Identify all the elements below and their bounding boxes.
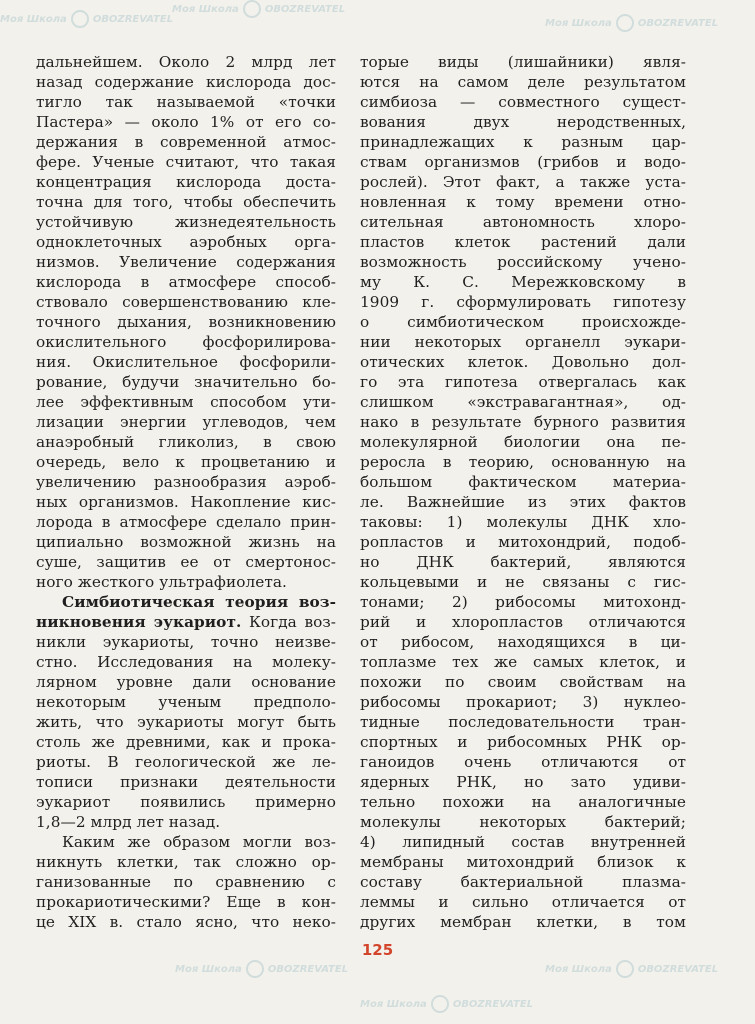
text-line: це XIX в. стало ясно, что неко- xyxy=(36,913,336,931)
watermark: Моя Школа OBOZREVATEL xyxy=(545,14,718,32)
watermark-logo-icon xyxy=(616,14,634,32)
section-heading-cont: никновения эукариот. xyxy=(36,613,242,631)
text-line: молекулы некоторых бактерий; xyxy=(360,813,686,831)
text-line: ются на самом деле результатом xyxy=(360,73,686,91)
text-line: нии некоторых органелл эукари- xyxy=(360,333,686,351)
text-line: составу бактериальной плазма- xyxy=(360,873,686,891)
text-line: лорода в атмосфере сделало прин- xyxy=(36,513,336,531)
section-heading-line xyxy=(36,592,336,612)
text-line: лее эффективным способом ути- xyxy=(36,393,336,411)
text-line: сительная автономность хлоро- xyxy=(360,213,686,231)
page-number: 125 xyxy=(361,941,394,959)
watermark-logo-icon xyxy=(616,960,634,978)
text-line: тельно похожи на аналогичные xyxy=(360,793,686,811)
text-line: увеличению разнообразия аэроб- xyxy=(36,473,336,491)
text-line: тонами; 2) рибосомы митохонд- xyxy=(360,593,686,611)
text-line: очередь, вело к процветанию и xyxy=(36,453,336,471)
text-line: вования двух неродственных, xyxy=(360,113,686,131)
text-fragment: Когда воз- xyxy=(241,613,336,631)
text-line: леммы и сильно отличается от xyxy=(360,893,686,911)
text-line: рование, будучи значительно бо- xyxy=(36,373,336,391)
text-line: похожи по своим свойствам на xyxy=(360,673,686,691)
text-line: возможность российскому учено- xyxy=(360,253,686,271)
text-line: Пастера» — около 1% от его со- xyxy=(36,113,336,131)
text-line: тигло так называемой «точки xyxy=(36,93,336,111)
text-line: концентрация кислорода доста- xyxy=(36,173,336,191)
text-line: Каким же образом могли воз- xyxy=(62,833,336,851)
text-line: анаэробный гликолиз, в свою xyxy=(36,433,336,451)
text-line: рий и хлоропластов отличаются xyxy=(360,613,686,631)
text-line: от рибосом, находящихся в ци- xyxy=(360,633,686,651)
text-line: лярном уровне дали основание xyxy=(36,673,336,691)
text-line: торые виды (лишайники) явля- xyxy=(360,53,686,71)
text-line: таковы: 1) молекулы ДНК хло- xyxy=(360,513,686,531)
text-line: назад содержание кислорода дос- xyxy=(36,73,336,91)
text-line: некоторым ученым предполо- xyxy=(36,693,336,711)
text-line: ропластов и митохондрий, подоб- xyxy=(360,533,686,551)
text-line: слишком «экстравагантная», од- xyxy=(360,393,686,411)
text-line: суше, защитив ее от смертонос- xyxy=(36,553,336,571)
text-line: реросла в теорию, основанную на xyxy=(360,453,686,471)
text-line: принадлежащих к разным цар- xyxy=(360,133,686,151)
text-line: кольцевыми и не связаны с гис- xyxy=(360,573,686,591)
text-line: одноклеточных аэробных орга- xyxy=(36,233,336,251)
text-line: точного дыхания, возникновению xyxy=(36,313,336,331)
text-line: устойчивую жизнедеятельность xyxy=(36,213,336,231)
text-line: го эта гипотеза отвергалась как xyxy=(360,373,686,391)
text-line: ствам организмов (грибов и водо- xyxy=(360,153,686,171)
text-line: других мембран клетки, в том xyxy=(360,913,686,931)
text-line: новленная к тому времени отно- xyxy=(360,193,686,211)
text-line: стно. Исследования на молеку- xyxy=(36,653,336,671)
watermark: Моя Школа OBOZREVATEL xyxy=(175,960,348,978)
text-line: ганизованные по сравнению с xyxy=(36,873,336,891)
text-line: рибосомы прокариот; 3) нуклео- xyxy=(360,693,686,711)
text-line: низмов. Увеличение содержания xyxy=(36,253,336,271)
text-line: большом фактическом материа- xyxy=(360,473,686,491)
watermark-logo-icon xyxy=(431,995,449,1013)
text-line: топлазме тех же самых клеток, и xyxy=(360,653,686,671)
section-heading: Симбиотическая теория воз- xyxy=(62,593,336,611)
text-line: фере. Ученые считают, что такая xyxy=(36,153,336,171)
watermark: Моя Школа OBOZREVATEL xyxy=(545,960,718,978)
text-line: о симбиотическом происхожде- xyxy=(360,313,686,331)
text-line: эукариот появились примерно xyxy=(36,793,336,811)
text-line: ствовало совершенствованию кле- xyxy=(36,293,336,311)
watermark-logo-icon xyxy=(246,960,264,978)
watermark: Моя Школа OBOZREVATEL xyxy=(360,995,533,1013)
text-line: рослей). Этот факт, а также уста- xyxy=(360,173,686,191)
section-heading-line xyxy=(36,612,336,632)
watermark: Моя Школа OBOZREVATEL xyxy=(172,0,345,18)
text-line: 1909 г. сформулировать гипотезу xyxy=(360,293,686,311)
text-line: дальнейшем. Около 2 млрд лет xyxy=(36,53,336,71)
text-line: никли эукариоты, точно неизве- xyxy=(36,633,336,651)
text-line: ядерных РНК, но зато удиви- xyxy=(360,773,686,791)
text-line: симбиоза — совместного сущест- xyxy=(360,93,686,111)
text-line: жить, что эукариоты могут быть xyxy=(36,713,336,731)
text-line: тидные последовательности тран- xyxy=(360,713,686,731)
text-line: окислительного фосфорилирова- xyxy=(36,333,336,351)
text-line: 4) липидный состав внутренней xyxy=(360,833,686,851)
text-line: мембраны митохондрий близок к xyxy=(360,853,686,871)
text-line: точна для того, чтобы обеспечить xyxy=(36,193,336,211)
text-line: лизации энергии углеводов, чем xyxy=(36,413,336,431)
text-line: но ДНК бактерий, являются xyxy=(360,553,686,571)
text-line: нако в результате бурного развития xyxy=(360,413,686,431)
watermark-logo-icon xyxy=(71,10,89,28)
text-line: кислорода в атмосфере способ- xyxy=(36,273,336,291)
text-line: тописи признаки деятельности xyxy=(36,773,336,791)
text-line: му К. С. Мережковскому в xyxy=(360,273,686,291)
text-line: пластов клеток растений дали xyxy=(360,233,686,251)
text-line: ных организмов. Накопление кис- xyxy=(36,493,336,511)
watermark-logo-icon xyxy=(243,0,261,18)
text-line: ле. Важнейшие из этих фактов xyxy=(360,493,686,511)
text-line: столь же древними, как и прока- xyxy=(36,733,336,751)
text-line: держания в современной атмос- xyxy=(36,133,336,151)
text-line: никнуть клетки, так сложно ор- xyxy=(36,853,336,871)
text-line: ного жесткого ультрафиолета. xyxy=(36,573,287,591)
text-line: отических клеток. Довольно дол- xyxy=(360,353,686,371)
right-column xyxy=(360,52,686,932)
text-line: ципиально возможной жизнь на xyxy=(36,533,336,551)
watermark: Моя Школа OBOZREVATEL xyxy=(0,10,173,28)
text-line: ганоидов очень отличаются от xyxy=(360,753,686,771)
text-line: ния. Окислительное фосфорили- xyxy=(36,353,336,371)
left-column xyxy=(36,52,336,932)
text-line: риоты. В геологической же ле- xyxy=(36,753,336,771)
text-line: прокариотическими? Еще в кон- xyxy=(36,893,336,911)
text-line: спортных и рибосомных РНК ор- xyxy=(360,733,686,751)
text-line: 1,8—2 млрд лет назад. xyxy=(36,813,221,831)
text-line: молекулярной биологии она пе- xyxy=(360,433,686,451)
